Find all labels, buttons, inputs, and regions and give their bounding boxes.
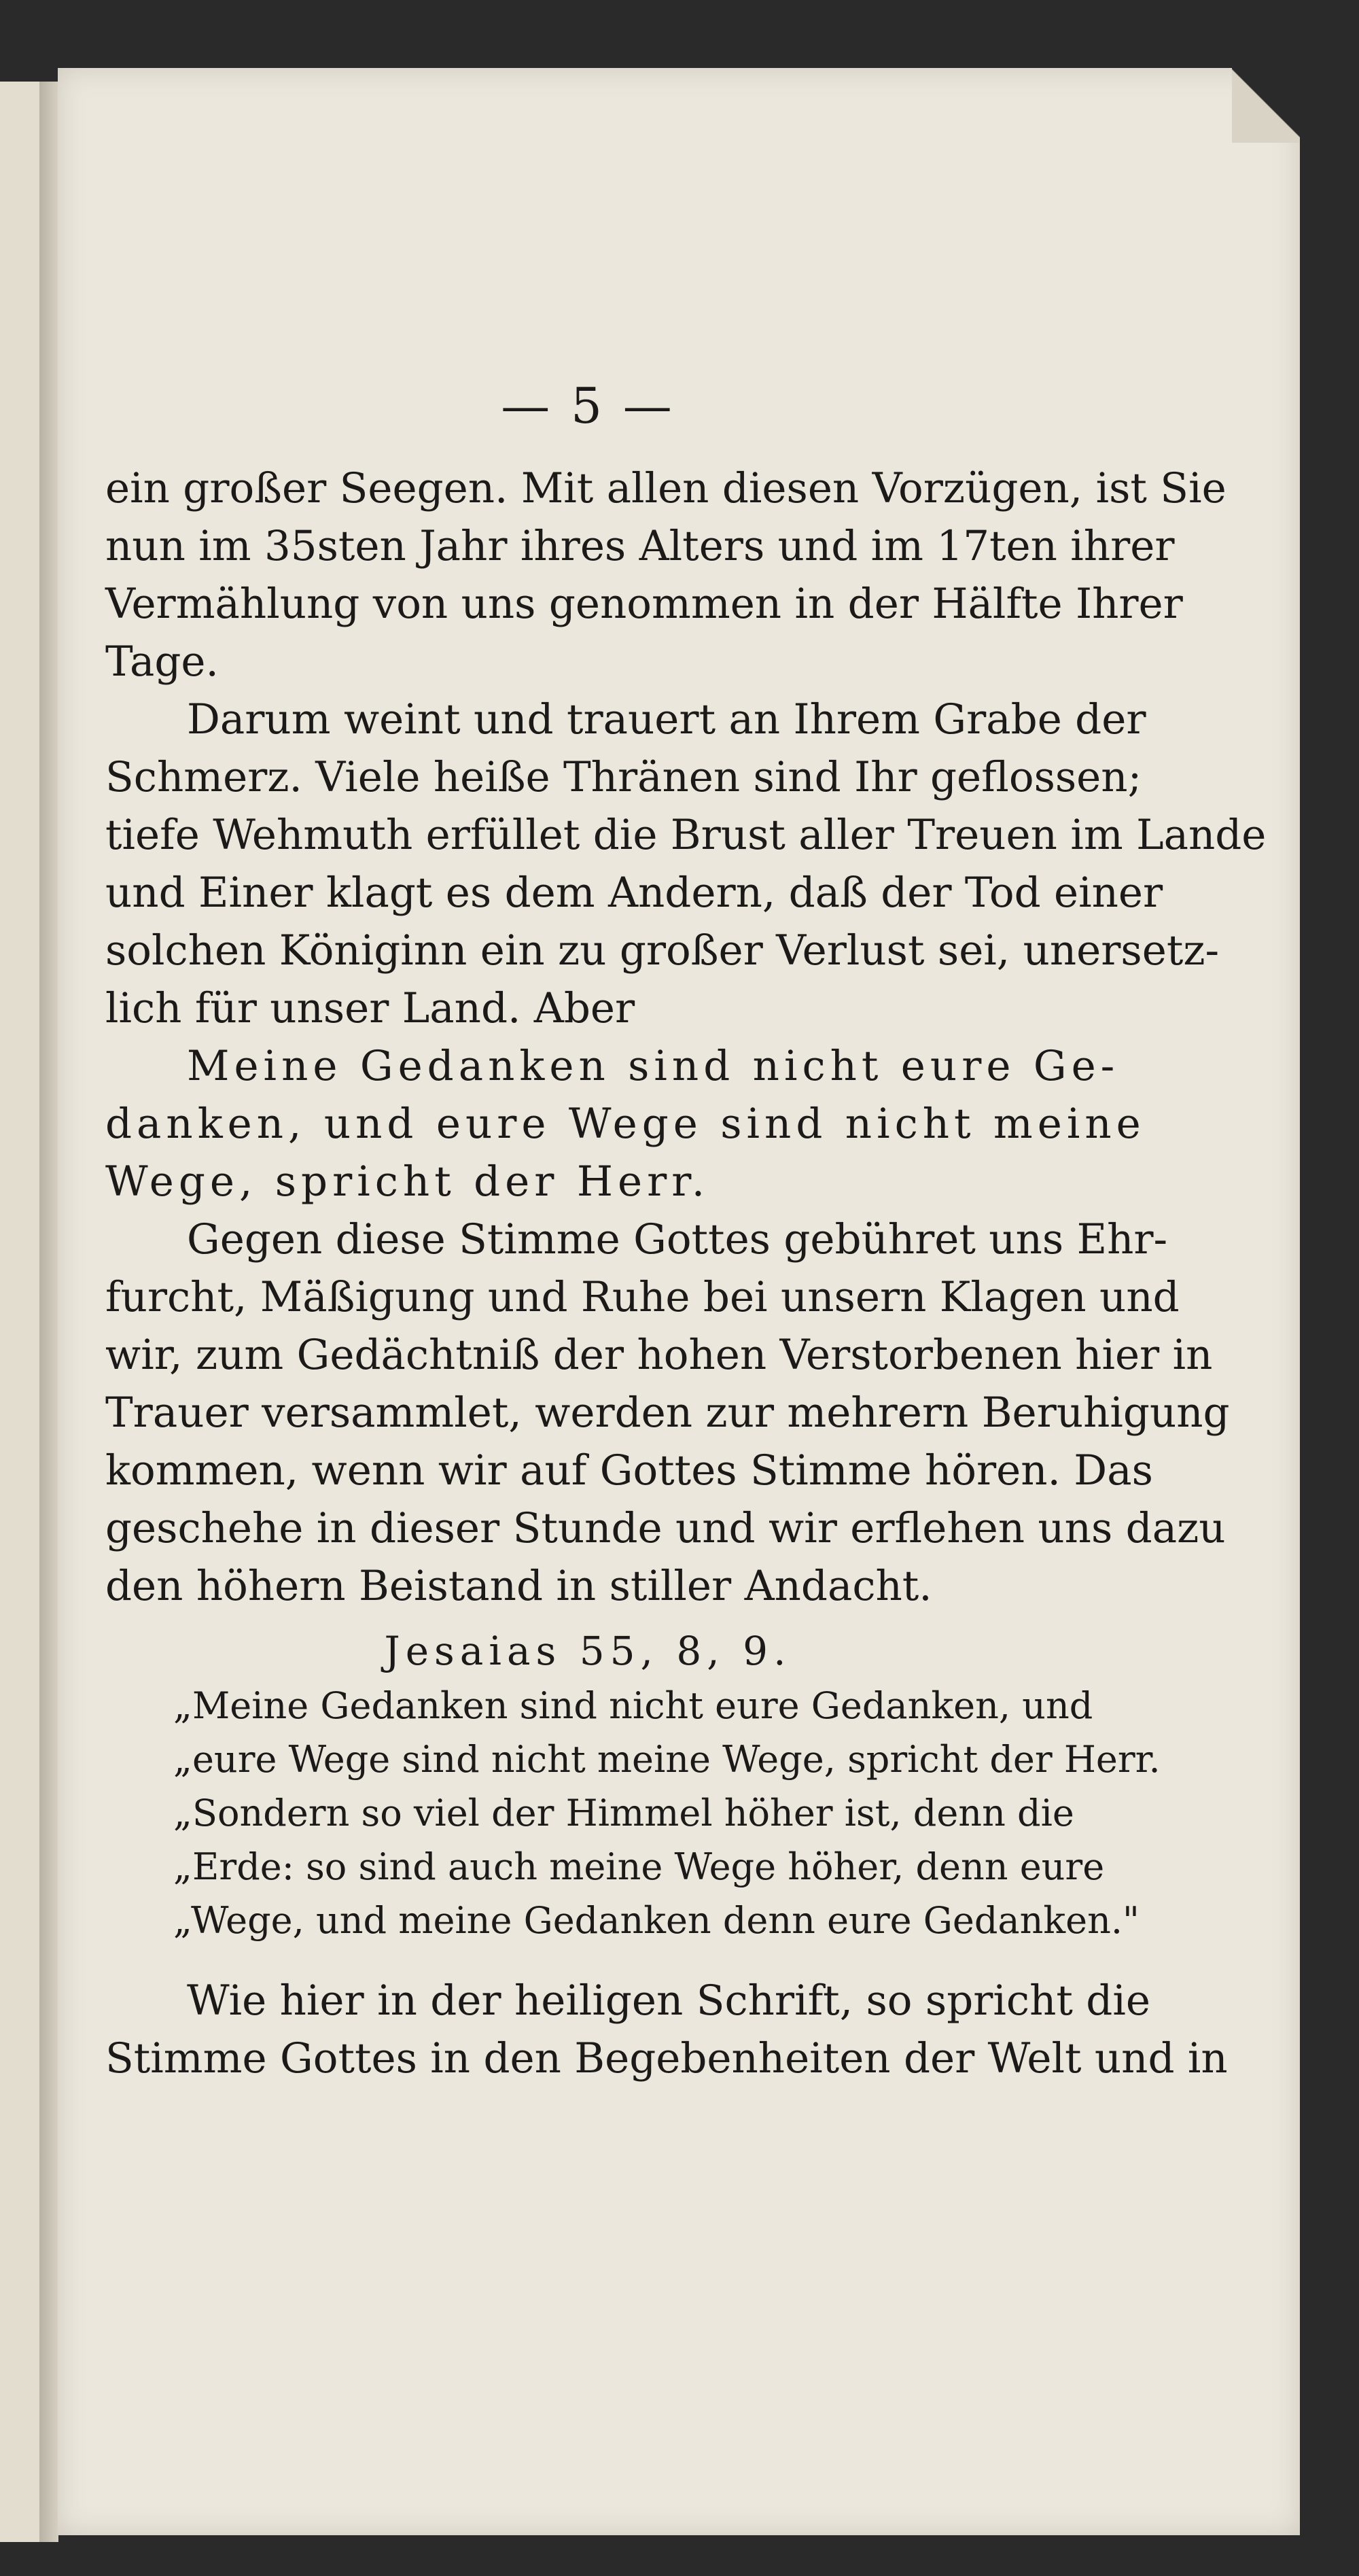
quote-line: „Erde: so sind auch meine Wege höher, denn eure	[173, 1845, 1105, 1888]
text-line: lich für unser Land. Aber	[105, 984, 635, 1032]
page-number: — 5 —	[501, 377, 675, 434]
text-line: den höhern Beistand in stiller Andacht.	[105, 1562, 932, 1610]
text-line: ein großer Seegen. Mit allen diesen Vorzügen, ist Sie	[105, 464, 1226, 512]
book-page	[58, 68, 1300, 2535]
text-line-spaced: danken, und eure Wege sind nicht meine	[105, 1100, 1146, 1148]
text-line: Darum weint und trauert an Ihrem Grabe der	[187, 695, 1146, 744]
text-line: geschehe in dieser Stunde und wir erflehen uns dazu	[105, 1504, 1226, 1552]
quote-line: „Sondern so viel der Himmel höher ist, denn die	[173, 1792, 1074, 1834]
text-line: Wie hier in der heiligen Schrift, so spricht die	[187, 1977, 1150, 2025]
text-line: Schmerz. Viele heiße Thränen sind Ihr geflossen;	[105, 753, 1142, 801]
page-corner-fold	[1232, 68, 1300, 143]
book-gutter	[39, 82, 58, 2542]
text-line: Gegen diese Stimme Gottes gebühret uns Ehr-	[187, 1215, 1168, 1264]
text-line: und Einer klagt es dem Andern, daß der Tod einer	[105, 869, 1163, 917]
text-line-spaced: Wege, spricht der Herr.	[105, 1158, 710, 1206]
text-line: wir, zum Gedächtniß der hohen Verstorbenen hier in	[105, 1331, 1213, 1379]
quote-line: „eure Wege sind nicht meine Wege, spricht der Herr.	[173, 1738, 1161, 1781]
text-line: nun im 35sten Jahr ihres Alters und im 17ten ihrer	[105, 522, 1175, 570]
quote-line: „Wege, und meine Gedanken denn eure Gedanken."	[173, 1899, 1140, 1942]
text-line: Trauer versammlet, werden zur mehrern Beruhigung	[105, 1389, 1230, 1437]
text-line: solchen Königinn ein zu großer Verlust sei, unersetz-	[105, 926, 1220, 975]
text-line-spaced: Meine Gedanken sind nicht eure Ge-	[187, 1042, 1120, 1090]
quote-line: „Meine Gedanken sind nicht eure Gedanken, und	[173, 1684, 1093, 1727]
text-line: furcht, Mäßigung und Ruhe bei unsern Klagen und	[105, 1273, 1180, 1321]
text-line: tiefe Wehmuth erfüllet die Brust aller Treuen im Lande	[105, 811, 1267, 859]
text-line: kommen, wenn wir auf Gottes Stimme hören. Das	[105, 1446, 1153, 1495]
scripture-reference: Jesaias 55, 8, 9.	[384, 1628, 792, 1674]
text-line: Stimme Gottes in den Begebenheiten der Welt und in	[105, 2034, 1228, 2083]
text-line: Vermählung von uns genommen in der Hälfte Ihrer	[105, 580, 1183, 628]
text-line: Tage.	[105, 638, 219, 686]
